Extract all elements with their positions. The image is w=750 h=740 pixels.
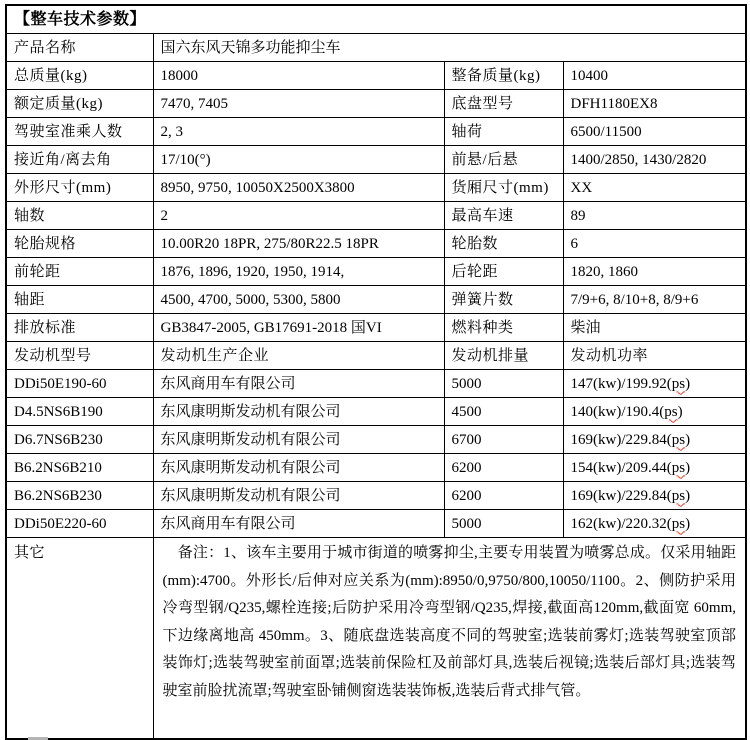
engine-power: 154(kw)/209.44(ps) [563,454,746,482]
other-row [6,538,746,740]
engine-displacement: 5000 [444,370,563,398]
spec-row [6,286,746,314]
param-label-cab-seating: 驾驶室准乘人数 [6,118,153,146]
engine-row [6,370,746,398]
param-label-tire-spec: 轮胎规格 [6,230,153,258]
engine-manufacturer: 东风商用车有限公司 [153,370,444,398]
param-label-curb-mass: 整备质量(kg) [444,62,563,90]
engine-displacement: 4500 [444,398,563,426]
engine-displacement: 6200 [444,482,563,510]
param-value-cab-seating: 2, 3 [153,118,444,146]
engine-power: 162(kw)/220.32(ps) [563,510,746,538]
param-label-tire-count: 轮胎数 [444,230,563,258]
engine-manufacturer: 东风康明斯发动机有限公司 [153,398,444,426]
param-value-max-speed: 89 [563,202,746,230]
param-value-rear-track: 1820, 1860 [563,258,746,286]
spellcheck-squiggle: ps [671,459,686,476]
param-value-axle-count: 2 [153,202,444,230]
param-label-spring-leaves: 弹簧片数 [444,286,563,314]
engine-header-power: 发动机功率 [563,342,746,370]
engine-model: DDi50E190-60 [6,370,153,398]
product-name-row [6,34,746,62]
param-label-emission-standard: 排放标准 [6,314,153,342]
other-remark-text: 备注：1、该车主要用于城市街道的喷雾抑尘,主要专用装置为喷雾总成。仅采用轴距(mm):4700。外形长/后伸对应关系为(mm):8950/0,9750/800,10050/1100。2、侧防护采用冷弯型钢/Q235,螺栓连接;后防护采用冷弯型钢/Q235,焊接,截面高120mm,截面宽 60mm,下边缘离地高 450mm。3、随底盘选装高度不同的驾驶室;选装前雾灯;选装驾驶室顶部装饰灯;选装驾驶室前面罩;选装前保险杠及前部灯具,选装后视镜;选装后部灯具;选装驾驶室前脸扰流罩;驾驶室卧铺侧窗选装装饰板,选装后背式排气管。 [153,538,746,740]
engine-row [6,510,746,538]
spellcheck-squiggle: ps [664,403,678,420]
param-label-axle-load: 轴荷 [444,118,563,146]
spec-row [6,230,746,258]
spellcheck-squiggle: ps [671,487,686,504]
engine-row [6,482,746,510]
param-value-curb-mass: 10400 [563,62,746,90]
spec-row [6,146,746,174]
param-value-axle-load: 6500/11500 [563,118,746,146]
engine-power: 169(kw)/229.84(ps) [563,482,746,510]
param-value-front-track: 1876, 1896, 1920, 1950, 1914, [153,258,444,286]
engine-row [6,398,746,426]
param-value-rated-mass: 7470, 7405 [153,90,444,118]
engine-displacement: 5000 [444,510,563,538]
param-label-front-track: 前轮距 [6,258,153,286]
param-value-chassis-model: DFH1180EX8 [563,90,746,118]
param-label-rear-track: 后轮距 [444,258,563,286]
engine-model: D6.7NS6B230 [6,426,153,454]
engine-manufacturer: 东风商用车有限公司 [153,510,444,538]
engine-manufacturer: 东风康明斯发动机有限公司 [153,454,444,482]
engine-header-row [6,342,746,370]
param-value-overhang: 1400/2850, 1430/2820 [563,146,746,174]
param-value-tire-spec: 10.00R20 18PR, 275/80R22.5 18PR [153,230,444,258]
engine-power: 147(kw)/199.92(ps) [563,370,746,398]
param-label-overall-dimensions: 外形尺寸(mm) [6,174,153,202]
engine-power: 169(kw)/229.84(ps) [563,426,746,454]
param-label-axle-count: 轴数 [6,202,153,230]
param-label-cargo-box-dimensions: 货厢尺寸(mm) [444,174,563,202]
param-label-chassis-model: 底盘型号 [444,90,563,118]
param-label-max-speed: 最高车速 [444,202,563,230]
param-label-product-name: 产品名称 [6,34,153,62]
vehicle-spec-table [5,4,747,740]
engine-manufacturer: 东风康明斯发动机有限公司 [153,482,444,510]
param-value-emission-standard: GB3847-2005, GB17691-2018 国VI [153,314,444,342]
spec-row [6,118,746,146]
engine-displacement: 6700 [444,426,563,454]
spec-row [6,90,746,118]
spec-row [6,62,746,90]
engine-model: D4.5NS6B190 [6,398,153,426]
engine-header-displacement: 发动机排量 [444,342,563,370]
spec-row [6,202,746,230]
table-title: 【整车技术参数】 [6,5,746,34]
param-value-approach-departure-angle: 17/10(°) [153,146,444,174]
param-value-wheelbase: 4500, 4700, 5000, 5300, 5800 [153,286,444,314]
spec-row [6,258,746,286]
engine-header-manufacturer: 发动机生产企业 [153,342,444,370]
param-label-approach-departure-angle: 接近角/离去角 [6,146,153,174]
engine-model: DDi50E220-60 [6,510,153,538]
param-value-overall-dimensions: 8950, 9750, 10050X2500X3800 [153,174,444,202]
engine-header-model: 发动机型号 [6,342,153,370]
spellcheck-squiggle: ps [671,431,686,448]
engine-model: B6.2NS6B230 [6,482,153,510]
engine-row [6,454,746,482]
param-value-cargo-box-dimensions: XX [563,174,746,202]
param-label-total-mass: 总质量(kg) [6,62,153,90]
title-row [6,5,746,34]
spellcheck-squiggle: ps [671,515,686,532]
param-value-tire-count: 6 [563,230,746,258]
param-value-fuel-type: 柴油 [563,314,746,342]
engine-power: 140(kw)/190.4(ps) [563,398,746,426]
param-label-wheelbase: 轴距 [6,286,153,314]
spec-row [6,174,746,202]
param-label-overhang: 前悬/后悬 [444,146,563,174]
param-label-other: 其它 [6,538,153,740]
param-value-spring-leaves: 7/9+6, 8/10+8, 8/9+6 [563,286,746,314]
spellcheck-squiggle: ps [671,375,686,392]
param-value-total-mass: 18000 [153,62,444,90]
engine-model: B6.2NS6B210 [6,454,153,482]
param-value-product-name: 国六东风天锦多功能抑尘车 [153,34,746,62]
spec-row [6,314,746,342]
engine-row [6,426,746,454]
engine-displacement: 6200 [444,454,563,482]
param-label-rated-mass: 额定质量(kg) [6,90,153,118]
engine-manufacturer: 东风康明斯发动机有限公司 [153,426,444,454]
param-label-fuel-type: 燃料种类 [444,314,563,342]
